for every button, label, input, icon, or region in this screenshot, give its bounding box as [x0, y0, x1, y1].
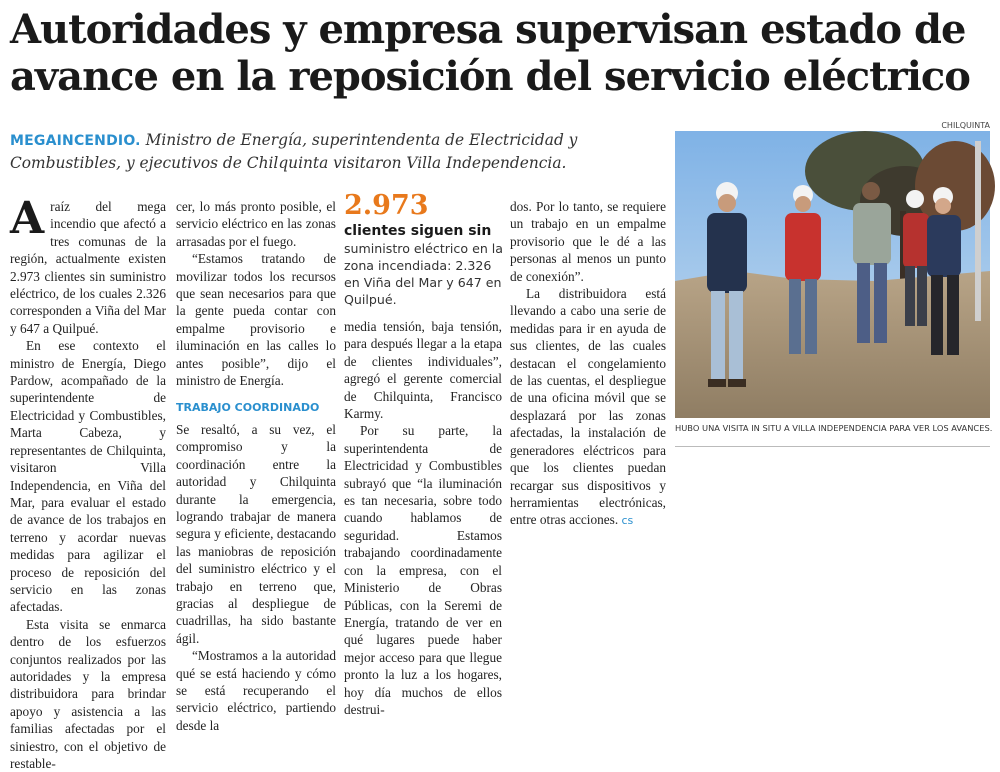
- article-column-3: [344, 318, 502, 718]
- photo-caption: HUBO UNA VISITA IN SITU A VILLA INDEPENDENCIA PARA VER LOS AVANCES.: [675, 423, 993, 433]
- photo-credit: CHILQUINTA: [941, 121, 990, 130]
- lede-text: Ministro de Energía, superintendenta de Electricidad y Combustibles, y ejecutivos de Chilquinta visitaron Villa Independencia.: [10, 131, 578, 172]
- article-paragraph: Por su parte, la superintendenta de Electricidad y Combustibles subrayó que “la iluminación es tan necesaria, sobre todo cuando hablamos de seguridad. Estamos trabajando coordinadamente con la empresa, con el Ministerio de Obras Públicas, con la Seremi de Energía, tratando de ver en qué lugares puede haber mejor acceso para que llegue pronto la luz a los hogares, hoy día muchos de ellos destrui-: [344, 423, 502, 717]
- article-paragraph: “Estamos tratando de movilizar todos los recursos que sean necesarios para que la gente pueda contar con empalme provisorio e iluminación en las calles lo antes posible”, dijo el ministro de Energía.: [176, 251, 336, 389]
- article-paragraph: Se resaltó, a su vez, el compromiso y la coordinación entre la autoridad y Chilquinta durante la emergencia, logrando trabajar de manera segura y eficiente, destacando las maniobras de reposición del suministro eléctrico y el trabajo en terreno que, gracias al despliegue de cuadrillas, ha sido bastante ágil.: [176, 421, 336, 646]
- article-paragraph: Esta visita se enmarca dentro de los esfuerzos conjuntos realizados por las autoridades y la empresa distribuidora para brindar apoyo y asistencia a las familias afectadas por el siniestro, con el objetivo de restable-: [10, 616, 166, 771]
- article-column-4: [510, 198, 666, 530]
- headline-line-2: avance en la reposición del servicio eléctrico: [10, 53, 970, 100]
- article-paragraph-text: raíz del mega incendio que afectó a tres comunas de la región, actualmente existen 2.973 clientes sin suministro eléctrico, de los cuales 2.326 corresponden a Viña del Mar y 647 a Quilpué.: [10, 199, 166, 336]
- article-paragraph: dos. Por lo tanto, se requiere un trabajo en un empalme provisorio que le dé a las personas al menos un punto de conexión”.: [510, 199, 666, 284]
- photo-illustration: [675, 131, 990, 418]
- divider: [675, 446, 990, 447]
- pull-quote-rest: suministro eléctrico en la zona incendiada: 2.326 en Viña del Mar y 647 en Quilpué.: [344, 241, 504, 307]
- article-paragraph: [510, 285, 666, 530]
- article-paragraph: [10, 193, 166, 337]
- article-paragraph: media tensión, baja tensión, para después llegar a la etapa de clientes individuales”, agregó el gerente comercial de Chilquinta, Francisco Karmy.: [344, 319, 502, 422]
- lede-kicker: MEGAINCENDIO.: [10, 133, 141, 149]
- pull-quote-text: [344, 222, 504, 308]
- pull-quote-bold: clientes siguen sin: [344, 223, 492, 239]
- article-paragraph: “Mostramos a la autoridad qué se está haciendo y cómo se está recuperando el servicio eléctrico, partiendo desde la: [176, 648, 336, 733]
- article-column-2: [176, 198, 336, 734]
- end-mark-icon: cs: [621, 514, 634, 528]
- article-paragraph: cer, lo más pronto posible, el servicio eléctrico en las zonas arrasadas por el fuego.: [176, 199, 336, 249]
- drop-cap: A: [10, 193, 45, 244]
- lede: [10, 129, 660, 174]
- section-subhead: TRABAJO COORDINADO: [176, 401, 320, 415]
- headline-line-1: Autoridades y empresa supervisan estado de: [10, 6, 966, 53]
- headline: [10, 6, 985, 100]
- pull-quote-number: 2.973: [344, 190, 429, 221]
- pull-quote: [344, 190, 504, 308]
- article-paragraph: En ese contexto el ministro de Energía, Diego Pardow, acompañado de la superintendente de Electricidad y Combustibles, Marta Cabeza, y representantes de Chilquinta, visitaron Villa Independencia, en Viña del Mar, para evaluar el estado de avance de los trabajos en terreno y acordar nuevas medidas para agilizar el proceso de reposición del servicio en las zonas afectadas.: [10, 338, 166, 615]
- article-paragraph-text: La distribuidora está llevando a cabo una serie de medidas para ir en ayuda de sus clientes, de las cuales destacan el congelamiento de las cuentas, el despliegue de una oficina móvil que se desplazará por las zonas afectadas, la instalación de generadores eléctricos para que los clientes puedan recargar sus dispositivos y herramientas electrónicas, entre otras acciones.: [510, 286, 666, 528]
- news-photo: [675, 131, 990, 418]
- article-column-1: [10, 193, 166, 772]
